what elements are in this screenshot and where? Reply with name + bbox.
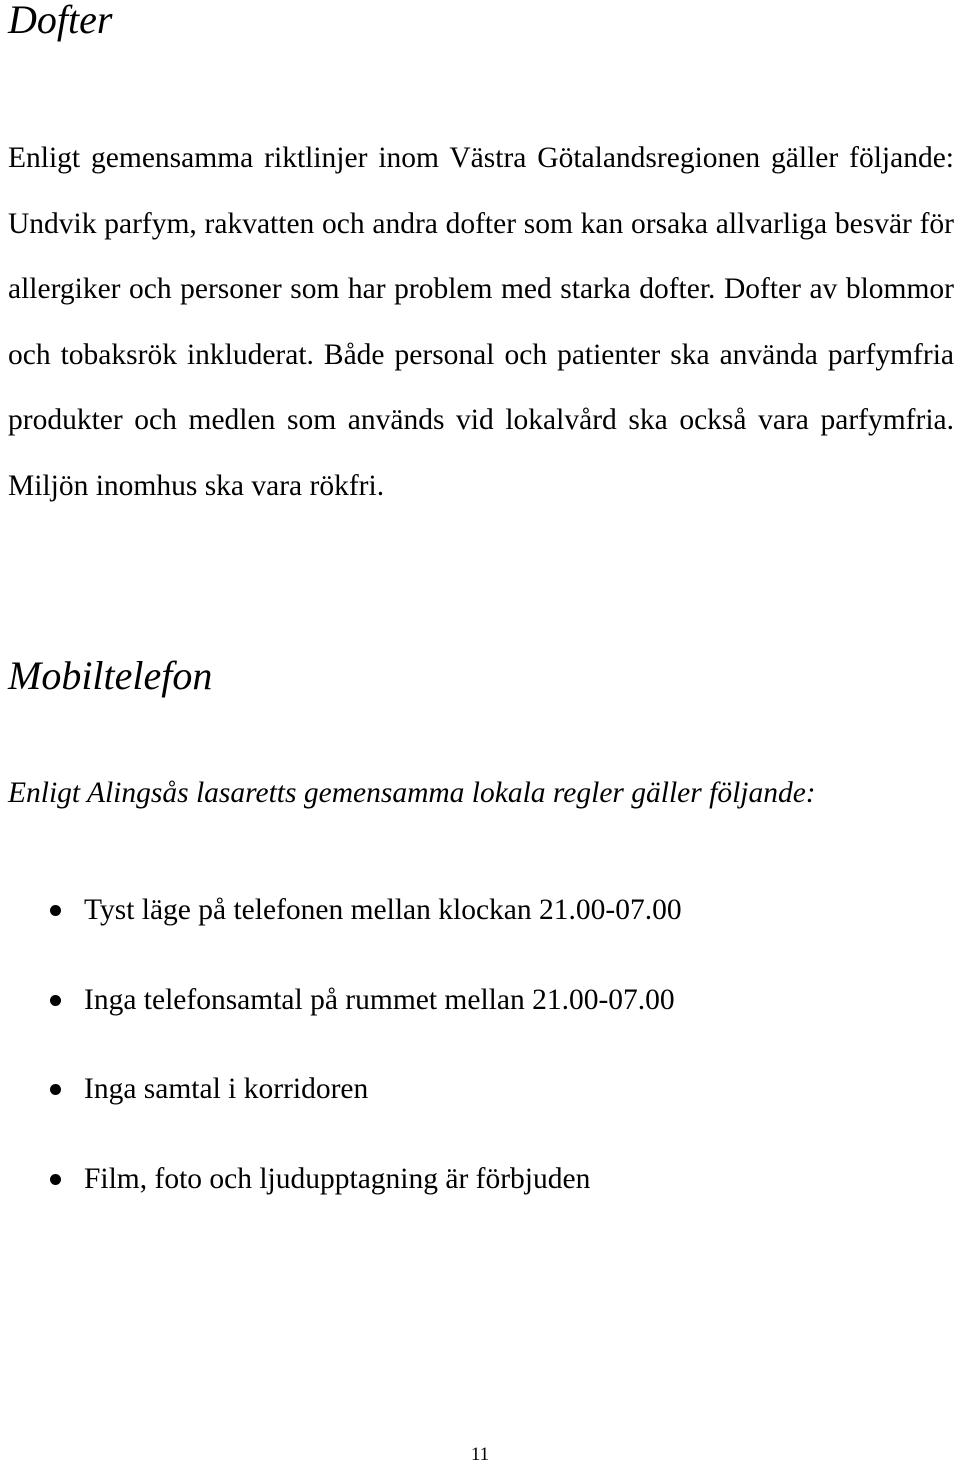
paragraph-mobiltelefon-intro: Enligt Alingsås lasaretts gemensamma lokala regler gäller följande: (8, 777, 816, 809)
bullet-icon (50, 905, 61, 916)
rules-list (0, 888, 960, 1246)
list-item-text: Film, foto och ljudupptagning är förbjuden (84, 1162, 591, 1195)
bullet-icon (50, 1084, 61, 1095)
section-heading-mobiltelefon: Mobiltelefon (8, 653, 213, 698)
list-item-text: Tyst läge på telefonen mellan klockan 21.00-07.00 (84, 894, 682, 926)
list-item (0, 978, 960, 1068)
list-item (0, 1157, 960, 1247)
bullet-icon (50, 995, 61, 1006)
list-item (0, 888, 960, 978)
paragraph-dofter: Enligt gemensamma riktlinjer inom Västra Götalandsregionen gäller följande: Undvik parfym, rakvatten och andra dofter som kan orsaka allvarliga besvär för allergiker och personer som har problem med starka dofter. Dofter av blommor och tobaksrök inkluderat. Både personal och patienter ska använda parfymfria produkter och medlen som används vid lokalvård ska också vara parfymfria. Miljön inomhus ska vara rökfri. (8, 142, 954, 502)
section-heading-dofter: Dofter (8, 0, 113, 42)
list-item-text: Inga samtal i korridoren (84, 1073, 369, 1105)
bullet-icon (50, 1174, 61, 1185)
list-item (0, 1067, 960, 1157)
page-number: 11 (470, 1444, 490, 1465)
list-item-text: Inga telefonsamtal på rummet mellan 21.00-07.00 (84, 983, 675, 1016)
